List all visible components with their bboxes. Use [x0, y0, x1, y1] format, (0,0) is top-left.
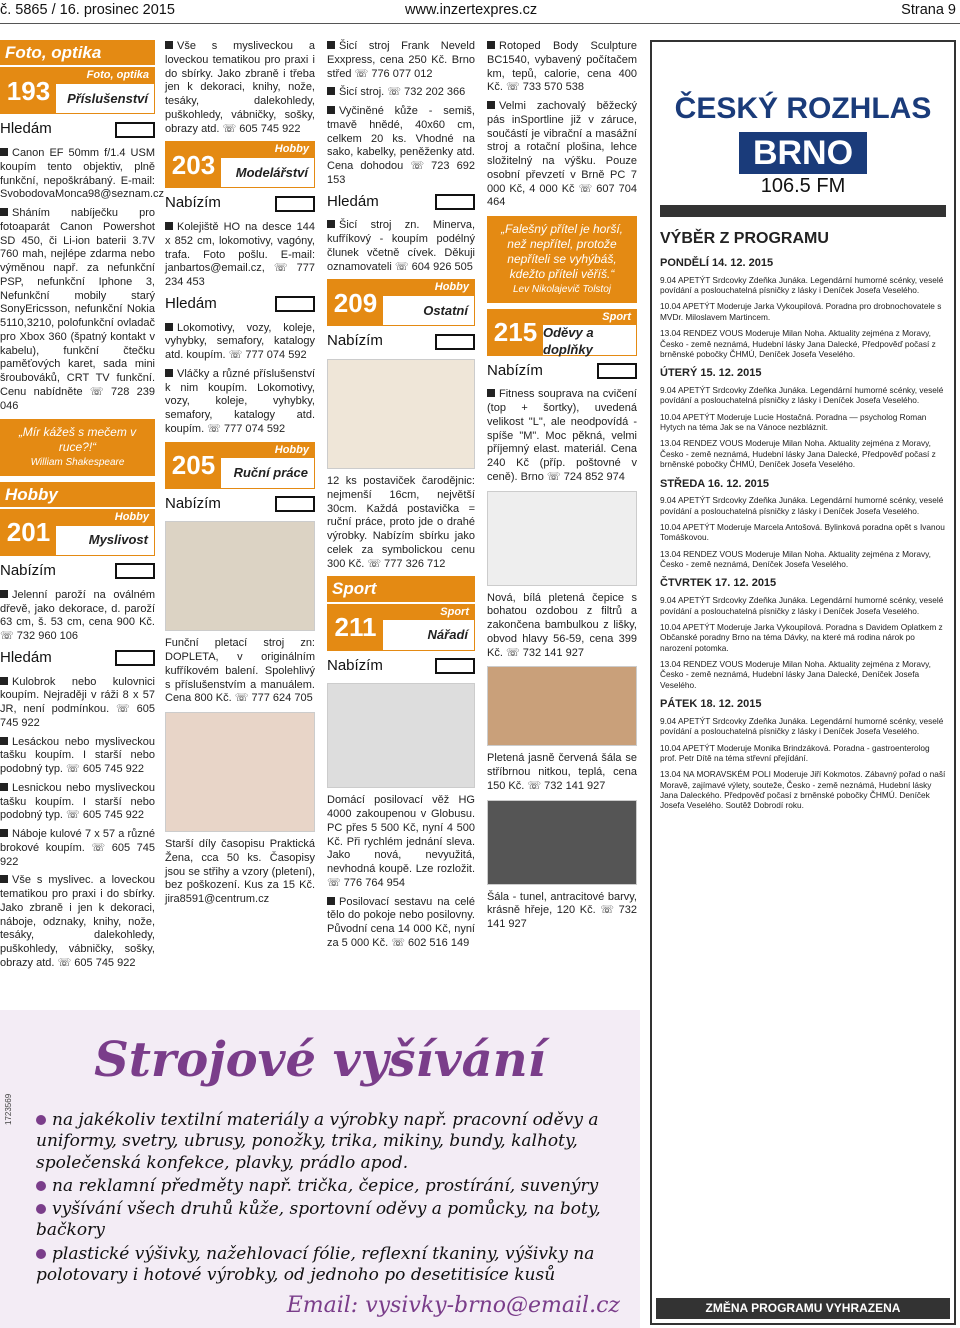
quote-author: Lev Nikolajevič Tolstoj	[512, 284, 611, 295]
classified-ad	[165, 40, 315, 136]
ad-text: Lesáckou nebo mysliveckou tašku koupím. I starší nebo podobný typ. ☏ 605 745 922	[0, 735, 155, 775]
column-4	[487, 40, 637, 937]
ad-text: Vše s myslivec. a loveckou tematikou pro praxi i do sbírky. Jako zbraně i jen k dekoraci, náboje, odznaky, knihy, nože, tesáky, dalekohledy, puškohledy, vábničky, sošky, obrazy atd. ☏ 605 745 922	[0, 874, 155, 969]
action-label	[327, 657, 475, 676]
subcategory-name: Nářadí	[427, 626, 468, 642]
radio-logo	[652, 90, 954, 217]
embroidery-email[interactable]: Email: vysivky-brno@email.cz	[286, 1293, 620, 1318]
column-1	[0, 40, 165, 976]
issue-label: č. 5865 / 16. prosinec 2015	[0, 2, 175, 18]
action-text: Nabízím	[327, 332, 383, 350]
website-label: www.inzertexpres.cz	[405, 2, 538, 18]
ad-text: Rotoped Body Sculpture BC1540, vybavený počítačem km, tepů, calorie, cena 400 Kč. ☏ 733 570 538	[487, 40, 637, 94]
subcategory-name: Ostatní	[423, 302, 468, 318]
classified-ad	[327, 896, 475, 951]
action-text: Hledám	[0, 648, 52, 666]
action-label	[0, 120, 155, 139]
photo-caption: Funční pletací stroj zn: DOPLETA, v originálním kufříkovém balení. Spolehlivý s příslušenstvím a manuálem. Cena 800 Kč. ☏ 777 624 705	[165, 637, 315, 705]
section-title: Hobby	[0, 482, 155, 507]
day-block	[660, 698, 946, 811]
section-title: Foto, optika	[0, 40, 155, 65]
ad-text: Fitness souprava na cvičení (top + šortky), uvedená velikost "L", ale neodpovídá - spíše "M". Moc pěkná, velmi příjemný elast. materiál. Cena 240 Kč (příp. poštovné v ceně). Brno ☏ 724 852 974	[487, 388, 637, 483]
action-label	[487, 362, 637, 381]
embroidery-list	[36, 1110, 640, 1286]
program-item: 10.04 APETÝT Moderuje Monika Brindzáková. Poradna - gastroenterolog prof. Petr Dítě na téma střevní přejídání.	[660, 742, 930, 763]
category-name: Sport	[383, 605, 474, 621]
classified-ad	[0, 207, 155, 413]
category-name: Hobby	[383, 280, 474, 296]
action-label	[165, 295, 315, 314]
category-box-201	[0, 509, 155, 556]
list-item	[36, 1244, 640, 1287]
photo-caption: 12 ks postaviček čarodějnic: nejmenší 16cm, největší 30cm. Každá postavička = ruční práce, proto jde o drahé výrobky. Nabízím sbírku jako celek za symbolickou cenu 300 Kč. ☏ 777 326 712	[327, 475, 475, 570]
program-change-notice: ZMĚNA PROGRAMU VYHRAZENA	[656, 1298, 950, 1319]
classified-ad	[0, 589, 155, 644]
program-item: 13.04 RENDEZ VOUS Moderuje Milan Noha. Aktuality zejména z Moravy, Česko - země neznámá, Hudební lásky Jana Dalecké, Deníček Josefa Veselého.	[660, 658, 931, 690]
category-name: Foto, optika	[56, 68, 154, 84]
tube-scarf-photo	[487, 800, 637, 885]
arrow-right-icon	[435, 334, 475, 350]
radio-city: BRNO	[739, 132, 867, 175]
quote-author: William Shakespeare	[30, 457, 125, 469]
day-block	[660, 257, 946, 359]
category-name: Hobby	[56, 510, 154, 526]
ad-text: Lokomotivy, vozy, koleje, vyhybky, semafory, katalogy atd. koupím. ☏ 777 074 592	[165, 321, 315, 361]
quote-text: „Falešný přítel je horší, než nepřítel, protože nepříteli se vyhýbáš, kdežto příteli věříš.“	[500, 222, 624, 281]
action-text: Hledám	[327, 192, 379, 210]
classified-ad	[0, 676, 155, 731]
category-number: 193	[1, 68, 56, 113]
quote-text: „Mír kážeš s mečem v ruce?!“	[18, 425, 137, 455]
classified-ad	[327, 86, 475, 100]
classified-ad	[487, 100, 637, 210]
action-label	[327, 332, 475, 351]
day-heading: ÚTERÝ 15. 12. 2015	[660, 367, 762, 380]
ad-text: Vláčky a různé příslušenství k nim koupím. Lokomotivy, vozy, koleje, vyhybky, semafory, katalogy atd. koupím. ☏ 777 074 592	[165, 367, 315, 435]
category-box-193	[0, 67, 155, 114]
red-scarf-photo	[487, 666, 637, 746]
arrow-right-icon	[115, 563, 155, 579]
category-box-205	[165, 442, 315, 489]
classified-ad	[165, 221, 315, 290]
program-item: 10.04 APETÝT Moderuje Marcela Antošová. Bylinková poradna opět s Ivanou Tomáškovou.	[660, 522, 945, 543]
photo-caption: Domácí posilovací věž HG 4000 zakoupenou v Globusu. PC přes 5 500 Kč, nyní 4 500 Kč. Při rychlém jednání sleva. Jako nová, nevyužitá, nevhodná koupě. Lze rozložit. ☏ 776 764 954	[327, 794, 475, 889]
action-label	[327, 193, 475, 212]
photo-caption: Nová, bílá pletená čepice s bohatou ozdobou z filtrů a zakončena bambulkou z lišky, obvod hlavy 56-59, cena 399 Kč. ☏ 732 141 927	[487, 591, 637, 659]
list-item	[36, 1199, 640, 1242]
category-name: Sport	[543, 310, 636, 326]
program-item: 9.04 APETÝT Srdcovky Zdeňka Junáka. Legendární humorné scénky, veselé povídání a poslouchatelná písničky z lásky i Deníček Josefa Veselého.	[660, 595, 944, 616]
category-number: 205	[166, 443, 221, 488]
ad-text: Vše s mysliveckou a loveckou tematikou pro praxi i do sbírky. Jako zbraně i třeba jen k dekoraci, knihy, nože, tesáky, dalekohledy, puškohledy, vábničky, sošky, obrazy atd. ☏ 605 745 922	[165, 40, 315, 135]
list-item	[36, 1110, 640, 1174]
program-item: 13.04 NA MORAVSKÉM POLI Moderuje Jiří Kokmotos. Zábavný pořad o naší Moravě, zajímavé výlety, souteže, Česko - země neznámá, Hudební lásky Jana Daleckého. Předpověď počasí z brněnské pobočky ČHMÚ. Deníček Josefa Veselého. Soutěž Dobrodí roku.	[660, 769, 946, 811]
category-number: 203	[166, 142, 221, 187]
ad-text: Šicí stroj Frank Neveld Exxpress, cena 250 Kč. Brno střed ☏ 776 077 012	[327, 40, 475, 80]
arrow-right-icon	[435, 658, 475, 674]
program-item: 10.04 APETÝT Moderuje Lucie Hostačná. Poradna — psycholog Roman Hytych na téma Jak se na Vánoce nezbláznit.	[660, 411, 927, 433]
arrow-right-icon	[275, 196, 315, 212]
subcategory-name: Ruční práce	[233, 464, 308, 480]
category-box-203	[165, 141, 315, 188]
item-text: plastické výšivky, nažehlovací fólie, reflexní tkaniny, výšivky na polotovary i hotové výrobky, od jednoho po desetitisíce kusů	[36, 1243, 595, 1285]
day-heading: PONDĚLÍ 14. 12. 2015	[660, 257, 774, 269]
ad-text: Šicí stroj. ☏ 732 202 366	[339, 86, 466, 99]
program-item: 9.04 APETÝT Srdcovky Zdeňka Junáka. Legendární humorné scénky, veselé povídání a poslouchatelná písničky z lásky i Deníček Josefa Veselého.	[660, 495, 944, 516]
day-heading: ČTVRTEK 17. 12. 2015	[660, 577, 777, 590]
day-block	[660, 577, 946, 690]
classified-ad	[487, 388, 637, 484]
category-name: Hobby	[221, 142, 314, 158]
ad-text: Jelenní paroží na oválném dřevě, jako dekorace, d. paroží 63 cm, š. 53 cm, cena 900 Kč. ☏ 732 960 106	[0, 588, 155, 642]
embroidery-title: Strojové vyšívání	[94, 1032, 546, 1088]
subcategory-name: Oděvy a doplňky	[543, 325, 594, 357]
action-text: Hledám	[165, 294, 217, 312]
white-cap-photo	[487, 491, 637, 586]
item-text: vyšívání všech druhů kůže, sportovní oděvy a pomůcky, na boty, bačkory	[36, 1199, 601, 1241]
ad-text: Posilovací sestavu na celé tělo do pokoje nebo posilovny. Původní cena 14 000 Kč, nyní za 5 000 Kč. ☏ 602 516 149	[327, 895, 475, 949]
category-box-211	[327, 604, 475, 651]
bullet-icon	[36, 1181, 46, 1191]
classified-ad	[165, 368, 315, 437]
bullet-icon	[36, 1204, 46, 1214]
program-item: 13.04 RENDEZ VOUS Moderuje Milan Noha. Aktuality zejména z Moravy, Česko - země neznámá, Hudební lásky Jana Dalecké, Předpověď počasí z brněnské pobočky ČHMÚ, Deníček Josefa Veselého.	[660, 328, 936, 359]
arrow-left-icon	[435, 194, 475, 210]
action-text: Nabízím	[487, 361, 543, 379]
photo-caption: Šála - tunel, antracitové barvy, krásně hřeje, 120 Kč. ☏ 732 141 927	[487, 890, 637, 930]
quote-box	[487, 216, 637, 303]
list-item	[36, 1176, 640, 1197]
category-number: 201	[1, 510, 56, 555]
program-item: 9.04 APETÝT Srdcovky Zdeňka Junáka. Legendární humorné scénky, veselé povídání a poslouchatelná písničky z lásky i Deníček Josefa Veselého.	[660, 274, 944, 296]
classified-ad	[0, 828, 155, 869]
action-text: Nabízím	[165, 194, 221, 212]
subcategory-name: Myslivost	[88, 532, 148, 548]
arrow-right-icon	[597, 363, 637, 379]
classified-ad	[0, 782, 155, 823]
column-2	[165, 40, 315, 912]
subcategory-name: Modelářství	[235, 164, 308, 180]
ad-text: Kulobrok nebo kulovnici koupím. Nejraději v ráži 8 x 57 JR, není podmínkou. ☏ 605 745 922	[0, 675, 155, 729]
embroidery-ad	[0, 1010, 640, 1328]
knitting-machine-photo	[165, 521, 315, 631]
action-text: Nabízím	[165, 494, 221, 512]
bullet-icon	[36, 1115, 46, 1125]
photo-caption: Starší díly časopisu Praktická Žena, cca 50 ks. Časopisy jsou se střihy a vzory (pletení), bez poškození. Kus za 15 Kč. jira8591@centrum.cz	[165, 838, 315, 905]
fitness-tower-photo	[327, 683, 475, 788]
category-number: 215	[488, 310, 543, 355]
day-block	[660, 478, 946, 570]
category-number: 211	[328, 605, 383, 650]
action-text: Nabízím	[0, 562, 56, 579]
program-item: 9.04 APETÝT Srdcovky Zdeňka Junáka. Legendární humorné scénky, veselé povídání a poslouchatelná písničky z lásky i Deníček Josefa Veselého.	[660, 715, 944, 737]
ad-text: Kolejiště HO na desce 144 x 852 cm, lokomotivy, vagóny, trafa. Foto pošlu. E-mail: janbartos@email.cz, ☏ 777 234 453	[165, 221, 315, 288]
magazines-photo	[165, 712, 315, 832]
header-rule	[0, 23, 960, 24]
category-number: 209	[328, 280, 383, 325]
ad-text: Sháním nabíječku pro fotoaparát Canon Powershot SD 450, či Li-ion baterii 3.7V 760 mah, nejlépe zdarma nebo výměnou např. za nefunkční PSP, nefunkční Iphone 3, Nefunkční mobily starý SonyEricsson, nefunkční Nokia 5110,3210, polofunkční ovladač pro Xbox 360 (špatný kontakt v kabelu), funkční čtečku paměťových karet, sada mini šroubováků, CRT TV funkční. Cenu nabídněte ☏ 728 239 046	[0, 207, 155, 412]
action-label	[165, 194, 315, 213]
page-number: Strana 9	[901, 2, 956, 18]
action-label	[0, 649, 155, 668]
action-label	[165, 495, 315, 514]
day-heading: PÁTEK 18. 12. 2015	[660, 698, 762, 711]
item-text: na reklamní předměty např. trička, čepice, prostírání, suvenýry	[52, 1175, 599, 1196]
arrow-left-icon	[275, 296, 315, 312]
arrow-left-icon	[115, 650, 155, 666]
ad-text: Velmi zachovalý běžecký pás inSportline již v záruce, součástí je vibrační a masážní stroj a rotační plošina, lehce složitelný na výšku. Pouze osobní převzetí v Brně PC 7 000 Kč, 4 000 Kč ☏ 607 704 464	[487, 100, 637, 209]
page-header	[0, 0, 960, 22]
program-title: VÝBĚR Z PROGRAMU	[660, 230, 829, 247]
ad-text: Vyčiněné kůže - semiš, tmavě hnědé, 40x60 cm, celkem 20 ks. Vhodné na sako, kabelky, peněženky atd. Cena dohodou ☏ 723 692 153	[327, 105, 475, 186]
radio-frequency: 106.5 FM	[760, 175, 846, 197]
ad-code: 1723569	[4, 1093, 13, 1125]
section-title: Sport	[327, 576, 475, 601]
classified-ad	[327, 105, 475, 188]
classified-ad	[165, 322, 315, 363]
arrow-right-icon	[275, 496, 315, 512]
subcategory-name: Příslušenství	[67, 90, 148, 106]
action-label	[0, 562, 155, 581]
ad-text: Canon EF 50mm f/1.4 USM koupím tento objektiv, plně funkční, nepoškrábaný. E-mail: SvobodovaMonca98@seznam.cz	[0, 147, 165, 201]
classified-ad	[0, 147, 165, 202]
program-item: 13.04 RENDEZ VOUS Moderuje Milan Noha. Aktuality zejména z Moravy, Česko - země neznámá, Hudební lásky Jana Dalecké, Předpověď počasí z brněnské pobočky ČHMÚ, Deníček Josefa Veselého.	[660, 438, 936, 470]
classified-ad	[0, 736, 155, 777]
category-box-215	[487, 309, 637, 356]
day-heading: STŘEDA 16. 12. 2015	[660, 477, 770, 490]
ad-text: Šicí stroj zn. Minerva, kufříkový - koupím podélný člunek včetně cívek. Děkuji oznamovateli ☏ 604 926 505	[327, 219, 475, 273]
classified-ad	[0, 874, 155, 970]
category-name: Hobby	[221, 443, 314, 459]
arrow-left-icon	[115, 122, 155, 138]
classified-ad	[327, 219, 475, 274]
column-3	[327, 40, 475, 956]
program-item: 10.04 APETÝT Moderuje Jarka Vykoupilová. Poradna pro drobnochovatele s MVDr. Miloslavem Martincem.	[660, 301, 942, 322]
item-text: na jakékoliv textilní materiály a výrobky např. pracovní oděvy a uniformy, svetry, ubrusy, ponožky, trika, mikiny, bundy, kalhoty, společenská konfekce, plavky, prádlo apod.	[36, 1110, 599, 1173]
day-block	[660, 367, 946, 469]
program-item: 9.04 APETÝT Srdcovky Zdeňka Junáka. Legendární humorné scénky, veselé povídání a poslouchatelná písničky z lásky i Deníček Josefa Veselého.	[660, 385, 944, 406]
category-box-209	[327, 279, 475, 326]
photo-caption: Pletená jasně červená šála se stříbrnou nitkou, teplá, cena 150 Kč. ☏ 732 141 927	[487, 752, 637, 792]
witch-figure-photo	[327, 359, 475, 469]
ad-text: Lesnickou nebo mysliveckou tašku koupím. I starší nebo podobný typ. ☏ 605 745 922	[0, 781, 155, 822]
quote-box	[0, 419, 155, 476]
radio-program-box	[650, 40, 956, 1325]
frequency-bar	[660, 205, 946, 217]
action-text: Hledám	[0, 120, 52, 138]
program-item: 10.04 APETÝT Moderuje Jarka Vykoupilová. Poradna s Davidem Oplatkem z Občanské poradny Brno na téma Dávky, na které má rodina nárok po narození potomka.	[660, 621, 943, 653]
bullet-icon	[36, 1249, 46, 1259]
program-item: 13.04 RENDEZ VOUS Moderuje Milan Noha. Aktuality zejména z Moravy, Česko - země neznámá, Deníček Josefa Veselého.	[660, 548, 931, 570]
ad-text: Náboje kulové 7 x 57 a různé brokové koupím. ☏ 605 745 922	[0, 828, 155, 868]
radio-name: ČESKÝ ROZHLAS	[674, 92, 932, 125]
classified-ad	[487, 40, 637, 95]
classified-ad	[327, 40, 475, 81]
action-text: Nabízím	[327, 656, 383, 674]
